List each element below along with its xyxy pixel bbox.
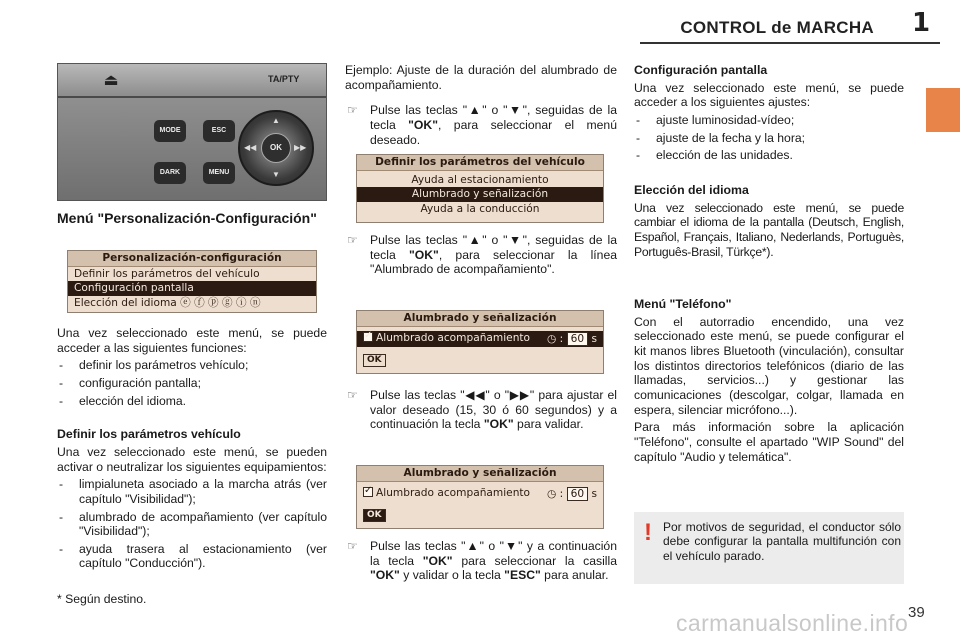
step-text: Pulse las teclas "◀◀" o "▶▶" para ajustar el valor deseado (15, 30 ó 60 segundos) y a continuación la tecla [370, 388, 617, 432]
lcd-lighting-1 [356, 310, 604, 374]
arrow-left-icon: ◀◀ [244, 143, 257, 152]
screen-config-text: Una vez seleccionado este menú, se puede acceder a los siguientes ajustes: [634, 80, 904, 110]
list-item: - ayuda trasera al estacionamiento (ver capítulo "Conducción"). [57, 542, 327, 571]
lcd-unit: s [591, 487, 597, 500]
ta-pty-label: TA/PTY [268, 74, 300, 84]
lcd-row: ✓Alumbrado acompañamiento ◷ : 60 s [357, 486, 603, 503]
screen-settings-list [634, 113, 904, 163]
list-item: - elección de las unidades. [634, 148, 904, 163]
step-text: para anular. [540, 568, 609, 583]
page-number: 39 [908, 604, 925, 621]
phone-menu-title: Menú "Teléfono" [634, 297, 732, 311]
warning-icon: ! [644, 519, 652, 546]
language-text: Una vez seleccionado este menú, se puede cambiar el idioma de la pantalla (Deutsch, English, Español, Français, Italiano, Nederlands, Portuguès, Português-Brasil, Türkçe*). [634, 200, 904, 259]
lcd-ok-box-selected: OK [363, 509, 386, 522]
example-text: Ejemplo: Ajuste de la duración del alumbrado de acompañamiento. [345, 63, 617, 92]
arrow-right-icon: ▶▶ [294, 143, 307, 152]
ok-key-label: "OK" [408, 117, 438, 132]
vehicle-params-text: Una vez seleccionado este menú, se pueden activar o neutralizar los siguientes equipamientos: [57, 444, 327, 474]
list-item: - alumbrado de acompañamiento (ver capítulo "Visibilidad"); [57, 510, 327, 539]
pointing-hand-icon: ☞ [347, 539, 358, 553]
lcd-title: Alumbrado y señalización [357, 311, 603, 327]
lcd-title: Alumbrado y señalización [357, 466, 603, 482]
phone-text: Con el autorradio encendido, una vez seleccionado este menú, se puede configurar el kit manos libres Bluetooth (vinculación), consultar los distintos directorios telefónicos (diario de las llamadas, servicios...) y gestionar las comunicaciones (descolgar, colgar, llamada en espera, silenciar micrófono...). [634, 314, 904, 417]
clock-icon: ◷ [547, 487, 557, 500]
step-2 [345, 233, 617, 277]
step-text: y validar o la tecla [399, 568, 505, 583]
menu-personalization-title: Menú "Personalización-Configuración" [57, 210, 317, 226]
middle-step-2 [345, 233, 617, 277]
chapter-title: CONTROL de MARCHA [680, 18, 874, 37]
middle-step-4 [345, 539, 617, 583]
lcd-personalization [67, 250, 317, 313]
vehicle-params-title: Definir los parámetros vehículo [57, 427, 241, 442]
list-item: - definir los parámetros vehículo; [57, 358, 327, 373]
footnote: * Según destino. [57, 592, 147, 606]
ok-key-label: "OK" [422, 553, 453, 568]
list-item: - ajuste de la fecha y la hora; [634, 131, 904, 146]
lcd-vehicle-params [356, 154, 604, 223]
step-text: , para seleccionar la línea "Alumbrado de acompañamiento". [370, 247, 617, 277]
middle-step-3 [345, 388, 617, 432]
lcd-row-label: Alumbrado acompañamiento [376, 486, 531, 499]
right-column [634, 63, 904, 166]
pointing-hand-icon: ☞ [347, 388, 358, 402]
left-body [57, 326, 327, 574]
watermark: carmanualsonline.info [676, 610, 909, 636]
esc-key-label: "ESC" [504, 568, 541, 583]
lcd-lighting-2 [356, 465, 604, 529]
mode-button: MODE [154, 120, 186, 142]
step-4 [345, 539, 617, 583]
ok-key-label: "OK" [483, 417, 514, 432]
esc-button: ESC [203, 120, 235, 142]
checkbox-icon [363, 332, 373, 342]
lcd-title: Personalización-configuración [68, 251, 316, 267]
list-item: - configuración pantalla; [57, 376, 327, 391]
pointing-hand-icon: ☞ [347, 233, 358, 247]
list-item: - elección del idioma. [57, 394, 327, 409]
lcd-row: Ayuda a la conducción [420, 203, 540, 216]
chapter-number: 1 [912, 8, 931, 38]
lcd-row: Ayuda al estacionamiento [411, 173, 549, 186]
checkbox-icon [363, 487, 373, 497]
step-text: , para seleccionar el menú deseado. [370, 117, 617, 147]
header-rule [640, 42, 940, 44]
ok-button: OK [261, 133, 291, 163]
step-text: para validar. [513, 417, 584, 432]
menu-button: MENU [203, 162, 235, 184]
middle-column [345, 63, 617, 147]
lcd-row-selected: Configuración pantalla [68, 281, 316, 296]
ok-key-label: "OK" [370, 568, 400, 583]
dark-button: DARK [154, 162, 186, 184]
lcd-title: Definir los parámetros del vehículo [357, 155, 603, 171]
warning-text: Por motivos de seguridad, el conductor sólo debe configurar la pantalla multifunción con el vehículo parado. [663, 520, 901, 563]
arrow-down-icon: ▼ [272, 170, 280, 179]
lcd-value: 60 [567, 487, 588, 502]
lcd-row-selected: ✓Alumbrado acompañamiento ◷ : 60 s [357, 331, 603, 348]
function-list [57, 358, 327, 408]
list-item: - ajuste luminosidad-vídeo; [634, 113, 904, 128]
lcd-ok-box: OK [363, 354, 386, 367]
step-text: Pulse las teclas "▲" o "▼", seguidas de la tecla [370, 103, 617, 132]
equipment-list [57, 477, 327, 571]
chapter-tab [926, 88, 960, 132]
arrow-up-icon: ▲ [272, 116, 280, 125]
ok-key-label: "OK" [408, 247, 439, 262]
phone-section [634, 297, 904, 467]
language-section [634, 183, 904, 262]
eject-icon: ⏏ [103, 72, 119, 89]
lcd-value: 60 [567, 332, 588, 347]
language-title: Elección del idioma [634, 183, 749, 197]
left-column [57, 210, 327, 226]
lcd-unit: s [591, 332, 597, 345]
list-item: - limpialuneta asociado a la marcha atrás (ver capítulo "Visibilidad"); [57, 477, 327, 506]
step-3 [345, 388, 617, 432]
intro-text: Una vez seleccionado este menú, se puede acceder a las siguientes funciones: [57, 326, 327, 355]
safety-warning-box [634, 512, 904, 584]
clock-icon: ◷ [547, 332, 557, 345]
lcd-row: Elección del idioma ⓔ ⓕ ⓟ ⓖ ⓘ ⓝ [74, 297, 261, 310]
lcd-row-label: Alumbrado acompañamiento [376, 331, 531, 344]
phone-info-text: Para más información sobre la aplicación "Teléfono", consulte el apartado "WIP Sound" del capítulo "Audio y telemática". [634, 420, 904, 464]
lcd-row: Definir los parámetros del vehículo [74, 267, 260, 280]
screen-config-title: Configuración pantalla [634, 63, 768, 77]
step-text: para seleccionar la casilla [452, 553, 617, 568]
step-text: Pulse las teclas "▲" o "▼" y a continuación la tecla [370, 539, 617, 568]
lcd-row-selected: Alumbrado y señalización [357, 187, 603, 202]
step-1 [345, 103, 617, 147]
console-photo [57, 63, 327, 201]
step-text: Pulse las teclas "▲" o "▼", seguidas de la tecla [370, 233, 617, 262]
pointing-hand-icon: ☞ [347, 103, 358, 118]
